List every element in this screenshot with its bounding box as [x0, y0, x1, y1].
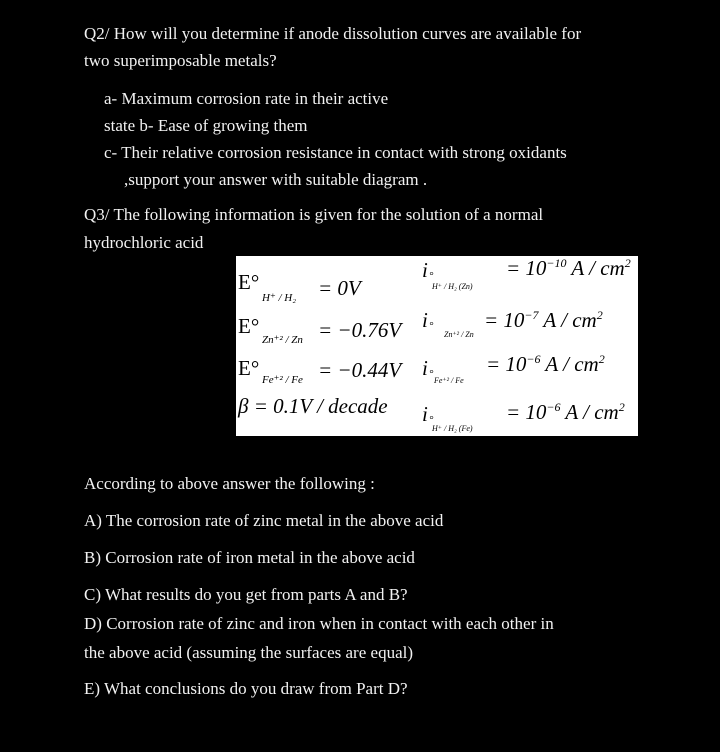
i3-value: = $10^{-6}$ A / $cm^2$ [486, 352, 605, 376]
e3-subscript: Fe⁺² / Fe [262, 374, 303, 386]
i4-value: = $10^{-6}$ A / $cm^2$ [506, 400, 625, 424]
part-d-line-1: D) Corrosion rate of zinc and iron when in contact with each other in [84, 614, 554, 633]
question-3-line-1: Q3/ The following information is given for the solution of a normal [84, 205, 544, 224]
part-a: A) The corrosion rate of zinc metal in the above acid [84, 511, 444, 530]
option-a-continued: state b- Ease of growing them [104, 116, 308, 135]
part-c: C) What results do you get from parts A and B? [84, 585, 408, 604]
i-symbol-1: i [422, 258, 428, 282]
e-symbol-2: E° [238, 314, 260, 338]
equation-panel [236, 256, 638, 436]
option-c: c- Their relative corrosion resistance in contact with strong oxidants [104, 143, 567, 162]
question-2-line-1: Q2/ How will you determine if anode dissolution curves are available for [84, 24, 582, 43]
i4-subscript: H⁺ / H₂ (Fe) [432, 424, 473, 433]
question-3-line-2: hydrochloric acid [84, 233, 204, 252]
io-sub-1: ° [429, 270, 434, 282]
i1-value: = $10^{-10}$ A / $cm^2$ [506, 256, 631, 280]
io-sub-4: ° [429, 414, 434, 426]
question-2-line-2: two superimposable metals? [84, 51, 277, 70]
option-c-continued: ,support your answer with suitable diagram . [124, 170, 428, 189]
part-b: B) Corrosion rate of iron metal in the above acid [84, 548, 415, 567]
e-symbol-3: E° [238, 356, 260, 380]
e2-subscript: Zn⁺² / Zn [262, 334, 303, 346]
e3-value: = −0.44V [318, 358, 402, 382]
e2-value: = −0.76V [318, 318, 402, 342]
i2-subscript: Zn⁺² / Zn [444, 330, 474, 339]
i1-subscript: H⁺ / H₂ (Zn) [432, 282, 473, 291]
beta-value: β = 0.1V / decade [238, 394, 388, 418]
e1-subscript: H⁺ / H₂ [262, 292, 297, 304]
part-e: E) What conclusions do you draw from Part D? [84, 679, 408, 698]
option-a: a- Maximum corrosion rate in their active [104, 89, 389, 108]
i3-subscript: Fe⁺² / Fe [434, 376, 464, 385]
i-symbol-2: i [422, 308, 428, 332]
i2-value: = $10^{-7}$ A / $cm^2$ [484, 308, 603, 332]
e-symbol-1: E° [238, 270, 260, 294]
followup-intro: According to above answer the following : [84, 474, 375, 493]
i-symbol-3: i [422, 356, 428, 380]
io-sub-2: ° [429, 320, 434, 332]
io-sub-3: ° [429, 368, 434, 380]
e1-value: = 0V [318, 276, 361, 300]
part-d-line-2: the above acid (assuming the surfaces are equal) [84, 643, 413, 662]
i-symbol-4: i [422, 402, 428, 426]
